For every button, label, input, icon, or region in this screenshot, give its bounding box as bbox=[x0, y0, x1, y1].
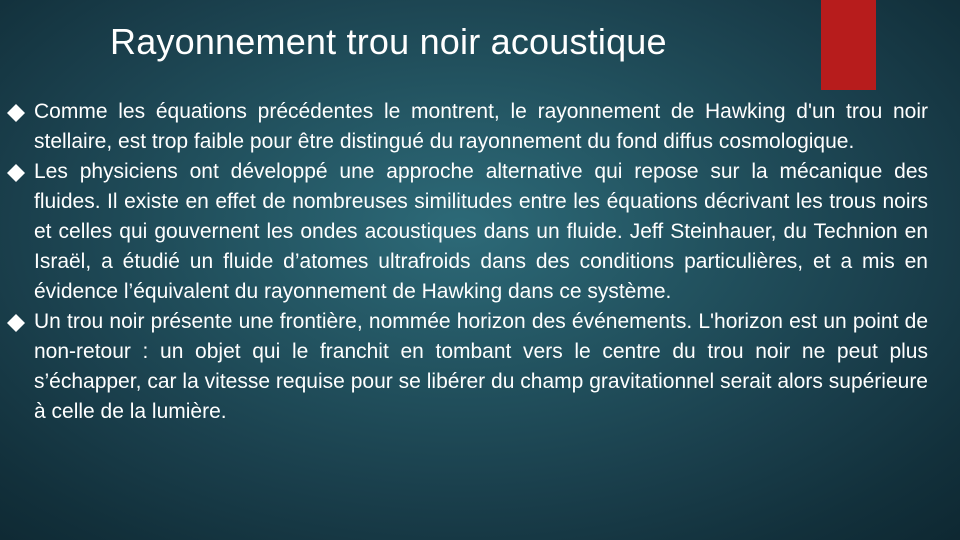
bullet-item bbox=[34, 97, 928, 157]
diamond-bullet-icon bbox=[6, 163, 26, 183]
accent-bar bbox=[821, 0, 876, 90]
diamond-bullet-icon bbox=[6, 313, 26, 333]
bullet-list bbox=[34, 97, 928, 427]
diamond-bullet-icon bbox=[6, 103, 26, 123]
bullet-item bbox=[34, 157, 928, 307]
bullet-text: Comme les équations précédentes le montrent, le rayonnement de Hawking d'un trou noir stellaire, est trop faible pour être distingué du rayonnement du fond diffus cosmologique. bbox=[34, 100, 928, 153]
bullet-text: Un trou noir présente une frontière, nommée horizon des événements. L'horizon est un point de non-retour : un objet qui le franchit en tombant vers le centre du trou noir ne peut plus s’échapper, car la vitesse requise pour se libérer du champ gravitationnel serait alors supérieure à celle de la lumière. bbox=[34, 310, 928, 423]
bullet-item bbox=[34, 307, 928, 427]
bullet-text: Les physiciens ont développé une approche alternative qui repose sur la mécanique des fluides. Il existe en effet de nombreuses similitudes entre les équations décrivant les trous noirs et celles qui gouvernent les ondes acoustiques dans un fluide. Jeff Steinhauer, du Technion en Israël, a étudié un fluide d’atomes ultrafroids dans des conditions particulières, et a mis en évidence l’équivalent du rayonnement de Hawking dans ce système. bbox=[34, 160, 928, 303]
slide-title: Rayonnement trou noir acoustique bbox=[110, 21, 667, 62]
